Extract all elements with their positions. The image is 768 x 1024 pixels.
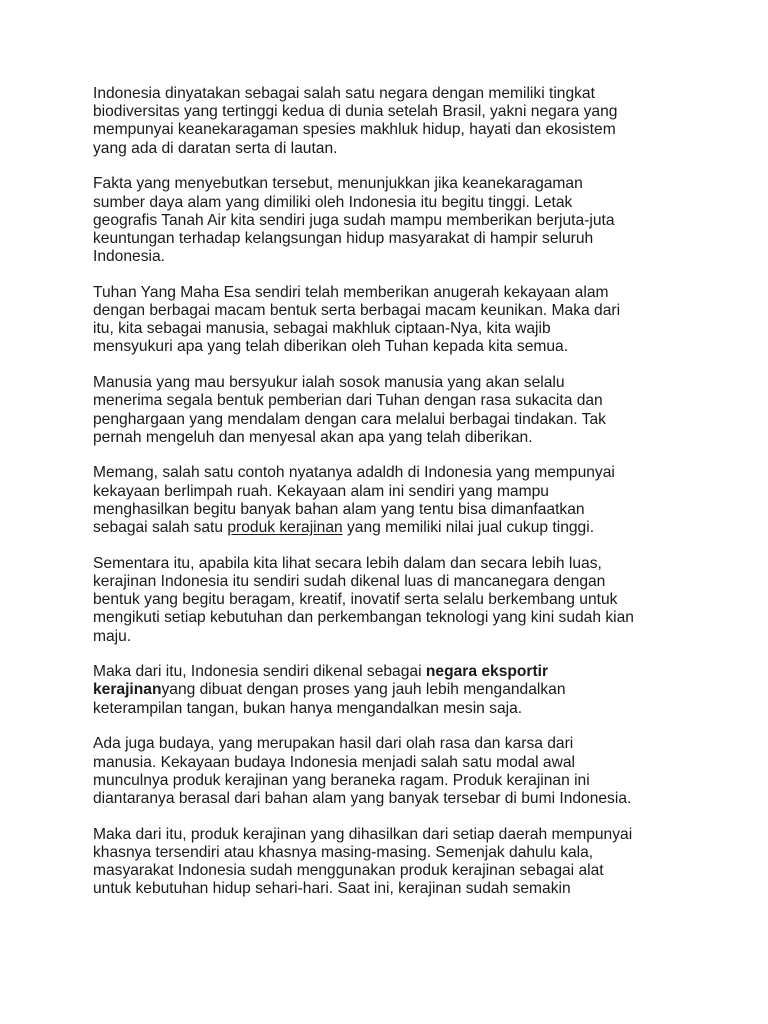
text-line: masyarakat Indonesia sudah menggunakan produk kerajinan sebagai alat [93, 862, 604, 880]
paragraph-1 [93, 85, 693, 158]
text-line: biodiversitas yang tertinggi kedua di dunia setelah Brasil, yakni negara yang [93, 103, 618, 121]
text-line: Maka dari itu, produk kerajinan yang dihasilkan dari setiap daerah mempunyai [93, 825, 633, 843]
paragraph-3 [93, 284, 693, 357]
text-line: untuk kebutuhan hidup sehari-hari. Saat ini, kerajinan sudah semakin [93, 880, 571, 898]
text-line: keuntungan terhadap kelangsungan hidup masyarakat di hampir seluruh [93, 229, 594, 247]
text-line [93, 519, 693, 537]
paragraph-7 [93, 663, 693, 718]
text-line: diantaranya berasal dari bahan alam yang banyak tersebar di bumi Indonesia. [93, 790, 632, 807]
text-line: keterampilan tangan, bukan hanya mengandalkan mesin saja. [93, 699, 523, 717]
text-line [93, 663, 693, 681]
paragraph-2 [93, 175, 693, 266]
text-line: sumber daya alam yang dimiliki oleh Indonesia itu begitu tinggi. Letak [93, 193, 573, 211]
text-line: itu, kita sebagai manusia, sebagai makhluk ciptaan-Nya, kita wajib [93, 320, 551, 338]
produk-kerajinan-link[interactable]: produk kerajinan [227, 519, 343, 537]
document-body [93, 85, 693, 916]
text-line: geografis Tanah Air kita sendiri juga sudah mampu memberikan berjuta-juta [93, 211, 615, 229]
paragraph-6 [93, 555, 693, 646]
text-line: bentuk yang begitu beragam, kreatif, inovatif serta selalu berkembang untuk [93, 591, 618, 609]
paragraph-8 [93, 735, 693, 808]
text-line: Memang, salah satu contoh nyatanya adaldh di Indonesia yang mempunyai [93, 464, 615, 482]
bold-phrase: kerajinan [93, 681, 162, 699]
text-line: mensyukuri apa yang telah diberikan oleh Tuhan kepada kita semua. [93, 338, 569, 356]
text-line: Indonesia. [93, 248, 165, 266]
paragraph-5 [93, 464, 693, 537]
text-line: khasnya tersendiri atau khasnya masing-masing. Semenjak dahulu kala, [93, 843, 594, 861]
text-line: yang ada di daratan serta di lautan. [93, 139, 338, 157]
text-line: mengikuti setiap kebutuhan dan perkembangan teknologi yang kini sudah kian [93, 609, 634, 627]
text-line: Manusia yang mau bersyukur ialah sosok manusia yang akan selalu [93, 374, 565, 392]
text-line: kekayaan berlimpah ruah. Kekayaan alam ini sendiri yang mampu [93, 482, 549, 500]
text-line [93, 681, 693, 699]
text-line: menerima segala bentuk pemberian dari Tuhan dengan rasa sukacita dan [93, 392, 603, 410]
text-line: kerajinan Indonesia itu sendiri sudah dikenal luas di mancanegara dengan [93, 572, 606, 590]
paragraph-9 [93, 826, 693, 899]
text-line: manusia. Kekayaan budaya Indonesia menjadi salah satu modal awal [93, 753, 575, 771]
text-line: Ada juga budaya, yang merupakan hasil dari olah rasa dan karsa dari [93, 735, 574, 753]
text-line: maju. [93, 627, 132, 645]
text-line: mempunyai keanekaragaman spesies makhluk hidup, hayati dan ekosistem [93, 121, 616, 139]
text-line: menghasilkan begitu banyak bahan alam yang tentu bisa dimanfaatkan [93, 500, 585, 518]
text-line: Fakta yang menyebutkan tersebut, menunjukkan jika keanekaragaman [93, 175, 583, 193]
text-line: pernah mengeluh dan menyesal akan apa yang telah diberikan. [93, 428, 533, 446]
text-segment: Maka dari itu, Indonesia sendiri dikenal sebagai [93, 663, 426, 681]
text-segment: yang memiliki nilai jual cukup tinggi. [342, 519, 595, 537]
text-line: munculnya produk kerajinan yang beraneka ragam. Produk kerajinan ini [93, 771, 590, 789]
text-line: Indonesia dinyatakan sebagai salah satu negara dengan memiliki tingkat [93, 85, 595, 102]
text-line: Tuhan Yang Maha Esa sendiri telah memberikan anugerah kekayaan alam [93, 283, 609, 301]
text-line: dengan berbagai macam bentuk serta berbagai macam keunikan. Maka dari [93, 302, 621, 320]
bold-phrase: negara eksportir [425, 663, 549, 681]
text-segment: sebagai salah satu [93, 519, 228, 537]
text-line: Sementara itu, apabila kita lihat secara lebih dalam dan secara lebih luas, [93, 554, 602, 572]
paragraph-4 [93, 374, 693, 447]
text-segment: yang dibuat dengan proses yang jauh lebih mengandalkan [161, 681, 566, 699]
text-line: penghargaan yang mendalam dengan cara melalui berbagai tindakan. Tak [93, 410, 606, 428]
